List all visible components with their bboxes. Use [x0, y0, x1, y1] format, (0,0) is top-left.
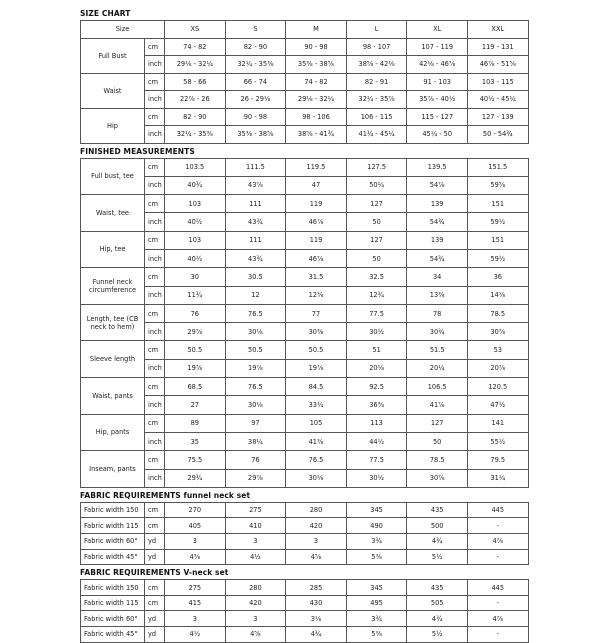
- finished-value: 30½: [346, 323, 407, 341]
- fabric-vneck-value: -: [467, 627, 528, 643]
- finished-value: 47: [286, 176, 347, 194]
- size-chart-unit: cm: [145, 38, 165, 56]
- fabric-funnel-value: 280: [286, 502, 347, 518]
- finished-measurements-title: FINISHED MEASUREMENTS: [80, 146, 195, 156]
- finished-value: 78: [407, 304, 468, 322]
- finished-value: 119: [286, 231, 347, 249]
- size-chart-value: 82 - 91: [346, 73, 407, 91]
- finished-value: 113: [346, 414, 407, 432]
- finished-value: 76.5: [286, 451, 347, 469]
- size-chart-value: 40½ - 45¼: [467, 91, 528, 109]
- finished-value: 76.5: [225, 304, 286, 322]
- finished-value: 106.5: [407, 378, 468, 396]
- finished-value: 19⅞: [225, 359, 286, 377]
- finished-value: 30⅜: [286, 323, 347, 341]
- finished-row: [81, 378, 529, 396]
- size-chart-value: 103 - 115: [467, 73, 528, 91]
- fabric-vneck-unit: yd: [145, 627, 165, 643]
- finished-value: 78.5: [467, 304, 528, 322]
- size-chart-label: Hip: [81, 108, 145, 143]
- finished-value: 59½: [467, 249, 528, 267]
- fabric-vneck-value: 4⅝: [225, 627, 286, 643]
- finished-value: 127: [346, 231, 407, 249]
- finished-value: 120.5: [467, 378, 528, 396]
- finished-value: 29⅞: [225, 469, 286, 487]
- fabric-funnel-value: 4½: [225, 549, 286, 565]
- size-chart-value: 66 - 74: [225, 73, 286, 91]
- finished-value: 40½: [165, 249, 226, 267]
- size-header-xl: XL: [407, 21, 468, 39]
- fabric-vneck-row: [81, 627, 529, 643]
- fabric-vneck-value: 285: [286, 580, 347, 596]
- finished-unit: inch: [145, 359, 165, 377]
- size-header-l: L: [346, 21, 407, 39]
- finished-value: 51: [346, 341, 407, 359]
- finished-value: 19⅞: [286, 359, 347, 377]
- size-chart-value: 46⅞ - 51⅝: [467, 56, 528, 74]
- finished-label: Funnel neck circumference: [81, 268, 145, 305]
- size-chart-unit: cm: [145, 108, 165, 126]
- size-header-label: Size: [81, 21, 165, 39]
- size-chart-value: 50 - 54¾: [467, 126, 528, 144]
- finished-value: 14⅛: [467, 286, 528, 304]
- finished-value: 30½: [346, 469, 407, 487]
- fabric-funnel-value: 5⅜: [346, 549, 407, 565]
- finished-value: 127: [407, 414, 468, 432]
- fabric-funnel-value: 4⅜: [165, 549, 226, 565]
- fabric-funnel-title: FABRIC REQUIREMENTS funnel neck set: [80, 490, 251, 500]
- finished-value: 50.5: [225, 341, 286, 359]
- size-chart-table: [80, 20, 529, 144]
- size-chart-value: 41¾ - 45¼: [346, 126, 407, 144]
- finished-value: 127.5: [346, 158, 407, 176]
- finished-label: Waist, pants: [81, 378, 145, 415]
- finished-value: 32.5: [346, 268, 407, 286]
- finished-value: 151.5: [467, 158, 528, 176]
- size-chart-value: 91 - 103: [407, 73, 468, 91]
- size-chart-value: 22⅞ - 26: [165, 91, 226, 109]
- fabric-vneck-label: Fabric width 150: [81, 580, 145, 596]
- fabric-vneck-title: FABRIC REQUIREMENTS V-neck set: [80, 568, 229, 578]
- fabric-funnel-unit: yd: [145, 534, 165, 550]
- size-chart-unit: inch: [145, 56, 165, 74]
- fabric-vneck-value: 420: [225, 595, 286, 611]
- fabric-vneck-unit: cm: [145, 580, 165, 596]
- finished-value: 46⅞: [286, 213, 347, 231]
- finished-label: Hip, tee: [81, 231, 145, 268]
- finished-unit: inch: [145, 249, 165, 267]
- finished-value: 33¼: [286, 396, 347, 414]
- size-chart-value: 127 - 139: [467, 108, 528, 126]
- finished-value: 76: [225, 451, 286, 469]
- size-chart-label: Waist: [81, 73, 145, 108]
- fabric-funnel-value: 405: [165, 518, 226, 534]
- fabric-funnel-value: 3: [286, 534, 347, 550]
- finished-row: [81, 304, 529, 322]
- size-chart-value: 45¼ - 50: [407, 126, 468, 144]
- size-chart-value: 90 - 98: [225, 108, 286, 126]
- finished-value: 141: [467, 414, 528, 432]
- finished-row: [81, 213, 529, 231]
- size-chart-row: [81, 91, 529, 109]
- fabric-funnel-label: Fabric width 60": [81, 534, 145, 550]
- fabric-vneck-value: 415: [165, 595, 226, 611]
- fabric-funnel-row: [81, 534, 529, 550]
- finished-value: 59⅝: [467, 176, 528, 194]
- finished-value: 12¾: [346, 286, 407, 304]
- size-chart-value: 42⅛ - 46⅞: [407, 56, 468, 74]
- fabric-funnel-value: 4⅝: [286, 549, 347, 565]
- finished-value: 20¼: [407, 359, 468, 377]
- finished-value: 30⅞: [467, 323, 528, 341]
- finished-value: 30⅛: [286, 469, 347, 487]
- finished-unit: inch: [145, 396, 165, 414]
- finished-value: 54¾: [407, 213, 468, 231]
- size-chart-value: 98 - 106: [286, 108, 347, 126]
- finished-row: [81, 286, 529, 304]
- finished-row: [81, 195, 529, 213]
- fabric-funnel-value: -: [467, 549, 528, 565]
- fabric-vneck-value: 445: [467, 580, 528, 596]
- finished-unit: cm: [145, 158, 165, 176]
- fabric-vneck-value: 435: [407, 580, 468, 596]
- size-chart-body: [81, 21, 529, 144]
- finished-value: 127: [346, 195, 407, 213]
- finished-value: 20⅛: [346, 359, 407, 377]
- finished-value: 35: [165, 432, 226, 450]
- finished-value: 30⅞: [407, 469, 468, 487]
- size-chart-value: 26 - 29⅛: [225, 91, 286, 109]
- finished-value: 12⅜: [286, 286, 347, 304]
- size-chart-value: 74 - 82: [165, 38, 226, 56]
- finished-value: 59½: [467, 213, 528, 231]
- finished-value: 36: [467, 268, 528, 286]
- size-chart-value: 90 - 98: [286, 38, 347, 56]
- finished-row: [81, 249, 529, 267]
- fabric-vneck-value: 430: [286, 595, 347, 611]
- finished-label: Inseam, pants: [81, 451, 145, 488]
- size-chart-unit: inch: [145, 91, 165, 109]
- fabric-funnel-value: 270: [165, 502, 226, 518]
- fabric-funnel-label: Fabric width 115: [81, 518, 145, 534]
- fabric-vneck-unit: cm: [145, 595, 165, 611]
- finished-value: 34: [407, 268, 468, 286]
- finished-value: 111.5: [225, 158, 286, 176]
- fabric-funnel-value: 435: [407, 502, 468, 518]
- size-chart-value: 32¼ - 35⅞: [346, 91, 407, 109]
- size-chart-row: [81, 73, 529, 91]
- finished-unit: cm: [145, 304, 165, 322]
- fabric-funnel-value: 275: [225, 502, 286, 518]
- size-header-row: [81, 21, 529, 39]
- size-chart-value: 106 - 115: [346, 108, 407, 126]
- fabric-funnel-value: 345: [346, 502, 407, 518]
- size-chart-value: 74 - 82: [286, 73, 347, 91]
- finished-value: 44½: [346, 432, 407, 450]
- finished-value: 54⅞: [407, 176, 468, 194]
- size-header-xxl: XXL: [467, 21, 528, 39]
- finished-unit: inch: [145, 469, 165, 487]
- finished-value: 20⅞: [467, 359, 528, 377]
- finished-value: 30⅛: [225, 323, 286, 341]
- fabric-vneck-value: 345: [346, 580, 407, 596]
- size-chart-title: SIZE CHART: [80, 9, 131, 18]
- finished-value: 12: [225, 286, 286, 304]
- finished-value: 78.5: [407, 451, 468, 469]
- finished-value: 43¾: [225, 249, 286, 267]
- finished-value: 29⅞: [165, 323, 226, 341]
- finished-value: 43¾: [225, 213, 286, 231]
- size-chart-row: [81, 38, 529, 56]
- finished-value: 27: [165, 396, 226, 414]
- finished-value: 40½: [165, 213, 226, 231]
- fabric-vneck-value: 3: [165, 611, 226, 627]
- finished-value: 19⅞: [165, 359, 226, 377]
- fabric-vneck-label: Fabric width 115: [81, 595, 145, 611]
- fabric-vneck-value: 5⅜: [346, 627, 407, 643]
- fabric-vneck-value: 4¾: [407, 611, 468, 627]
- finished-value: 36⅜: [346, 396, 407, 414]
- size-chart-value: 58 - 66: [165, 73, 226, 91]
- finished-value: 50: [346, 213, 407, 231]
- finished-value: 76: [165, 304, 226, 322]
- fabric-funnel-value: 410: [225, 518, 286, 534]
- finished-unit: cm: [145, 268, 165, 286]
- size-chart-unit: cm: [145, 73, 165, 91]
- fabric-funnel-value: 445: [467, 502, 528, 518]
- finished-value: 151: [467, 195, 528, 213]
- finished-value: 31¼: [467, 469, 528, 487]
- finished-unit: cm: [145, 195, 165, 213]
- finished-value: 30: [165, 268, 226, 286]
- finished-value: 111: [225, 231, 286, 249]
- size-chart-value: 119 - 131: [467, 38, 528, 56]
- finished-row: [81, 268, 529, 286]
- fabric-vneck-value: 505: [407, 595, 468, 611]
- finished-unit: inch: [145, 176, 165, 194]
- fabric-funnel-unit: cm: [145, 502, 165, 518]
- finished-value: 50: [346, 249, 407, 267]
- finished-label: Waist, tee: [81, 195, 145, 232]
- finished-row: [81, 176, 529, 194]
- finished-row: [81, 469, 529, 487]
- fabric-funnel-value: 3: [225, 534, 286, 550]
- finished-row: [81, 231, 529, 249]
- finished-value: 151: [467, 231, 528, 249]
- finished-value: 50: [407, 432, 468, 450]
- finished-value: 103: [165, 231, 226, 249]
- finished-row: [81, 323, 529, 341]
- fabric-funnel-value: 500: [407, 518, 468, 534]
- finished-value: 77: [286, 304, 347, 322]
- size-chart-value: 107 - 119: [407, 38, 468, 56]
- fabric-vneck-value: 4¾: [286, 627, 347, 643]
- fabric-funnel-body: [81, 502, 529, 564]
- finished-value: 51.5: [407, 341, 468, 359]
- size-chart-value: 29⅛ - 32¼: [165, 56, 226, 74]
- fabric-vneck-label: Fabric width 60": [81, 611, 145, 627]
- finished-row: [81, 359, 529, 377]
- finished-unit: inch: [145, 213, 165, 231]
- size-header-s: S: [225, 21, 286, 39]
- finished-value: 47½: [467, 396, 528, 414]
- finished-label: Length, tee (CB neck to hem): [81, 304, 145, 341]
- finished-value: 139.5: [407, 158, 468, 176]
- size-chart-value: 82 - 90: [225, 38, 286, 56]
- finished-value: 119.5: [286, 158, 347, 176]
- finished-value: 50.5: [165, 341, 226, 359]
- finished-row: [81, 432, 529, 450]
- fabric-vneck-value: 3¾: [346, 611, 407, 627]
- finished-unit: cm: [145, 341, 165, 359]
- finished-value: 111: [225, 195, 286, 213]
- fabric-vneck-value: 4½: [165, 627, 226, 643]
- size-chart-value: 32¼ - 35⅜: [225, 56, 286, 74]
- fabric-funnel-value: 4⅞: [467, 534, 528, 550]
- finished-row: [81, 341, 529, 359]
- finished-value: 97: [225, 414, 286, 432]
- fabric-funnel-value: 3¾: [346, 534, 407, 550]
- finished-value: 55½: [467, 432, 528, 450]
- fabric-vneck-label: Fabric width 45": [81, 627, 145, 643]
- finished-value: 13⅜: [407, 286, 468, 304]
- size-chart-row: [81, 108, 529, 126]
- fabric-vneck-value: 5½: [407, 627, 468, 643]
- size-chart-value: 38⅝ - 41¾: [286, 126, 347, 144]
- fabric-funnel-unit: cm: [145, 518, 165, 534]
- finished-value: 89: [165, 414, 226, 432]
- finished-value: 105: [286, 414, 347, 432]
- finished-value: 29¾: [165, 469, 226, 487]
- finished-label: Sleeve length: [81, 341, 145, 378]
- fabric-vneck-value: 3⅛: [286, 611, 347, 627]
- fabric-funnel-row: [81, 549, 529, 565]
- finished-measurements-table: [80, 158, 529, 488]
- size-chart-row: [81, 56, 529, 74]
- finished-value: 30¾: [407, 323, 468, 341]
- fabric-vneck-value: -: [467, 595, 528, 611]
- finished-value: 103.5: [165, 158, 226, 176]
- fabric-funnel-row: [81, 518, 529, 534]
- finished-unit: cm: [145, 378, 165, 396]
- finished-value: 119: [286, 195, 347, 213]
- size-chart-value: 35⅜ - 38⅝: [225, 126, 286, 144]
- finished-value: 77.5: [346, 304, 407, 322]
- fabric-funnel-unit: yd: [145, 549, 165, 565]
- fabric-funnel-row: [81, 502, 529, 518]
- finished-value: 41⅜: [286, 432, 347, 450]
- finished-value: 31.5: [286, 268, 347, 286]
- fabric-vneck-unit: yd: [145, 611, 165, 627]
- finished-value: 41⅞: [407, 396, 468, 414]
- fabric-vneck-row: [81, 595, 529, 611]
- fabric-funnel-value: -: [467, 518, 528, 534]
- fabric-vneck-row: [81, 580, 529, 596]
- size-chart-value: 115 - 127: [407, 108, 468, 126]
- finished-value: 77.5: [346, 451, 407, 469]
- size-chart-value: 35⅞ - 40½: [407, 91, 468, 109]
- finished-value: 139: [407, 231, 468, 249]
- finished-value: 139: [407, 195, 468, 213]
- finished-value: 103: [165, 195, 226, 213]
- fabric-vneck-value: 280: [225, 580, 286, 596]
- size-chart-value: 82 - 90: [165, 108, 226, 126]
- size-header-m: M: [286, 21, 347, 39]
- size-chart-value: 98 - 107: [346, 38, 407, 56]
- finished-value: 76.5: [225, 378, 286, 396]
- finished-measurements-body: [81, 158, 529, 487]
- size-chart-value: 38⅝ - 42⅛: [346, 56, 407, 74]
- fabric-funnel-value: 5½: [407, 549, 468, 565]
- size-chart-value: 35⅜ - 38⅝: [286, 56, 347, 74]
- finished-value: 92.5: [346, 378, 407, 396]
- fabric-funnel-label: Fabric width 45": [81, 549, 145, 565]
- finished-value: 11¾: [165, 286, 226, 304]
- finished-label: Hip, pants: [81, 414, 145, 451]
- finished-value: 40¾: [165, 176, 226, 194]
- fabric-vneck-body: [81, 580, 529, 642]
- finished-unit: inch: [145, 286, 165, 304]
- fabric-funnel-value: 420: [286, 518, 347, 534]
- finished-value: 84.5: [286, 378, 347, 396]
- finished-value: 43⅞: [225, 176, 286, 194]
- fabric-vneck-value: 3: [225, 611, 286, 627]
- finished-value: 79.5: [467, 451, 528, 469]
- finished-value: 30⅛: [225, 396, 286, 414]
- size-chart-label: Full Bust: [81, 38, 145, 73]
- fabric-vneck-row: [81, 611, 529, 627]
- finished-value: 38¼: [225, 432, 286, 450]
- fabric-funnel-table: [80, 502, 529, 565]
- fabric-funnel-label: Fabric width 150: [81, 502, 145, 518]
- finished-value: 54¾: [407, 249, 468, 267]
- size-chart-value: 29⅛ - 32¼: [286, 91, 347, 109]
- finished-value: 68.5: [165, 378, 226, 396]
- fabric-vneck-table: [80, 579, 529, 642]
- finished-row: [81, 158, 529, 176]
- finished-row: [81, 451, 529, 469]
- fabric-vneck-value: 275: [165, 580, 226, 596]
- finished-unit: cm: [145, 231, 165, 249]
- finished-value: 50¼: [346, 176, 407, 194]
- finished-unit: inch: [145, 432, 165, 450]
- size-chart-row: [81, 126, 529, 144]
- finished-value: 46⅞: [286, 249, 347, 267]
- finished-row: [81, 414, 529, 432]
- size-chart-value: 32¼ - 35⅜: [165, 126, 226, 144]
- finished-value: 30.5: [225, 268, 286, 286]
- fabric-vneck-value: 495: [346, 595, 407, 611]
- fabric-funnel-value: 490: [346, 518, 407, 534]
- finished-unit: inch: [145, 323, 165, 341]
- fabric-vneck-value: 4⅞: [467, 611, 528, 627]
- size-chart-document: [80, 8, 528, 643]
- fabric-funnel-value: 4¾: [407, 534, 468, 550]
- finished-value: 50.5: [286, 341, 347, 359]
- finished-unit: cm: [145, 414, 165, 432]
- size-chart-unit: inch: [145, 126, 165, 144]
- size-header-xs: XS: [165, 21, 226, 39]
- finished-value: 53: [467, 341, 528, 359]
- finished-label: Full bust, tee: [81, 158, 145, 195]
- fabric-funnel-value: 3: [165, 534, 226, 550]
- finished-row: [81, 396, 529, 414]
- finished-value: 75.5: [165, 451, 226, 469]
- finished-unit: cm: [145, 451, 165, 469]
